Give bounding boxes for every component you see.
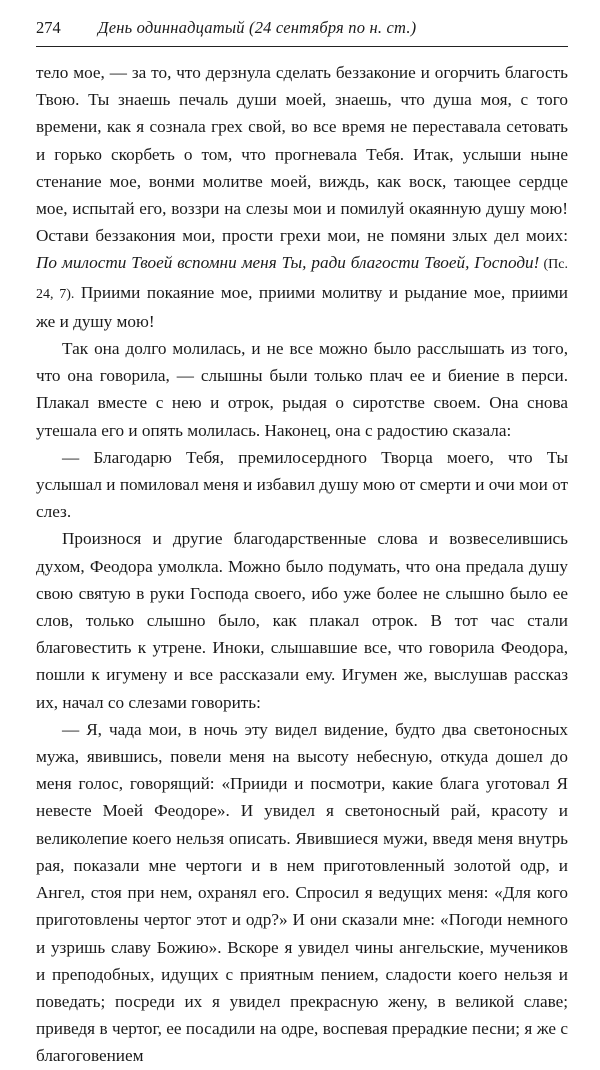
psalm-citation: (Пс. 24, 7). (36, 257, 568, 302)
paragraph-prayer (36, 59, 568, 335)
paragraph: Произнося и другие благодарственные слова и возвеселившись духом, Феодора умолкла. Можно было подумать, что она предала душу свою святую в руки Господа своего, ибо уже более не слышно было ее слов, только слышно было, как плакал отрок. В тот час стали благовестить к утрене. Иноки, слышавшие все, что говорила Феодора, пошли к игумену и все рассказали ему. Игумен же, выслушав рассказ их, начал со слезами говорить: (36, 529, 568, 712)
body-text (36, 59, 568, 1070)
paragraph: Так она долго молилась, и не все можно было расслышать из того, что она говорила, — слышны были только плач ее и биение в перси. Плакал вместе с нею и отрок, рыдая о сиротстве своем. Она снова утешала его и опять молилась. Наконец, она с радостию сказала: (36, 339, 568, 440)
psalm-quote: По милости Твоей вспомни меня Ты, ради благости Твоей, Господи! (36, 253, 540, 273)
page-number: 274 (36, 18, 61, 37)
prayer-text: тело мое, — за то, что дерзнула сделать беззаконие и огорчить благость Твою. Ты знаешь печаль души моей, знаешь, что душа моя, с того времени, как я сознала грех свой, во все время не переставала сетовать и горько скорбеть о том, что прогневала Тебя. Итак, услыши ныне стенание мое, вонми молитве моей, виждь, как воск, тающее сердце мое, испытай его, воззри на слезы мои и помилуй окаянную душу мою! Остави беззакония мои, прости грехи мои, не помяни злых дел моих: (36, 63, 568, 246)
book-page (36, 18, 568, 1070)
running-title: День одиннадцатый (24 сентября по н. ст.) (98, 18, 417, 37)
paragraph-dialogue: — Благодарю Тебя, премилосердного Творца моего, что Ты услышал и помиловал меня и избавил душу мою от смерти и очи мои от слез. (36, 447, 568, 522)
prayer-text-end: Приими покаяние мое, приими молитву и рыдание мое, приими же и душу мою! (36, 282, 568, 331)
running-header (36, 18, 568, 47)
paragraph-dialogue: — Я, чада мои, в ночь эту видел видение, будто два светоносных мужа, явившись, повели меня на высоту небесную, откуда дошел до меня голос, говорящий: «Прииди и посмотри, какие блага уготовал Я невесте Моей Феодоре». И увидел я светоносный рай, красоту и великолепие коего нельзя описать. Явившиеся мужи, введя меня внутрь рая, показали мне чертоги и в нем приготовленный золотой одр, и Ангел, стоя при нем, охранял его. Спросил я ведущих меня: «Для кого приготовлены чертог этот и одр?» И они сказали мне: «Погоди немного и узришь славу Божию». Вскоре я увидел чины ангельские, мучеников и преподобных, идущих с приятным пением, сладости коего нельзя и поведать; посреди их я увидел прекрасную жену, в великой славе; приведя в чертог, ее посадили на одре, воспевая прерадкие песни; я же с благоговением (36, 719, 568, 1066)
